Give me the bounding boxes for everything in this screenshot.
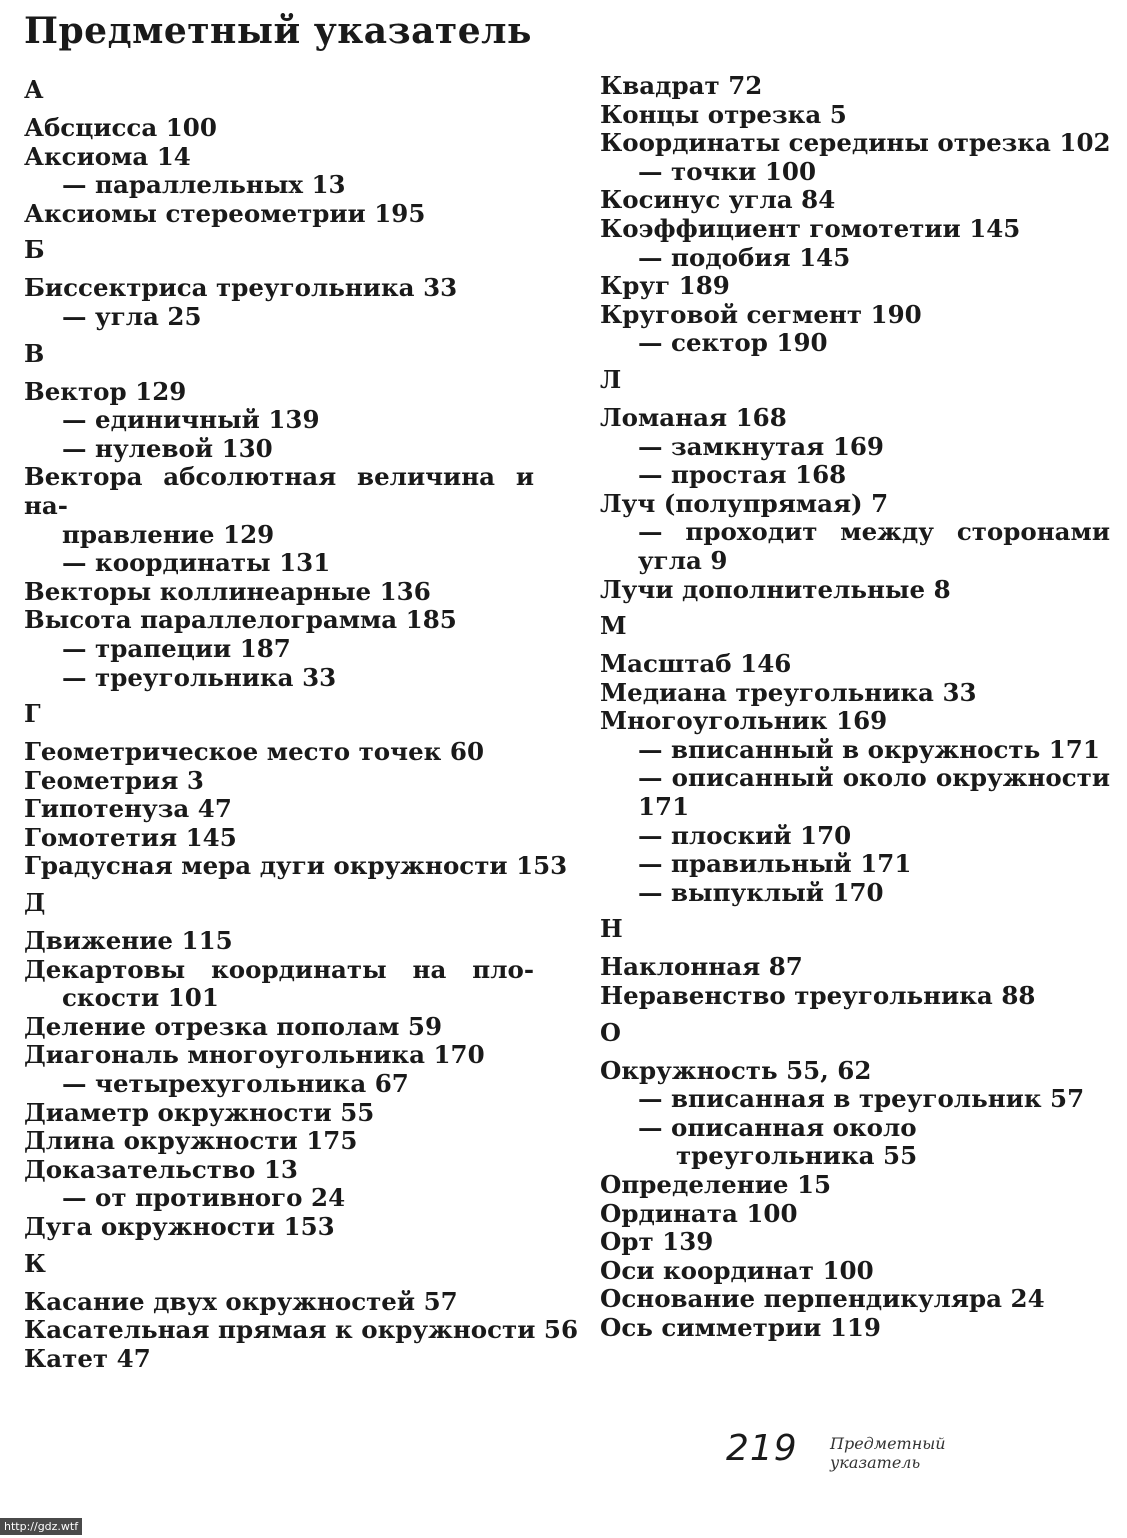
- index-subentry: — вписанная в треугольник 57: [638, 1084, 1085, 1114]
- index-subentry: — вписанный в окружность 171: [638, 734, 1100, 764]
- index-entry: Диаметр окружности 55: [24, 1097, 375, 1127]
- index-column-left: [24, 72, 578, 1373]
- index-subentry: — трапеции 187: [62, 633, 291, 663]
- index-entry: Координаты середины отрезка 102: [600, 128, 1111, 158]
- index-subentry: — точки 100: [638, 156, 817, 186]
- index-entry: Геометрия 3: [24, 765, 204, 795]
- section-letter-k: К: [24, 1248, 46, 1278]
- index-entry: Круговой сегмент 190: [600, 299, 922, 329]
- section-letter-g: Г: [24, 699, 41, 729]
- section-letter-b: Б: [24, 235, 45, 265]
- index-entry: Абсцисса 100: [24, 113, 217, 142]
- index-subentry: — подобия 145: [638, 242, 851, 272]
- index-entry: Касательная прямая к окружности 56: [24, 1315, 578, 1345]
- index-subentry: — правильный 171: [638, 849, 912, 879]
- index-entry-continuation: правление 129: [62, 519, 275, 549]
- index-entry: Длина окружности 175: [24, 1126, 358, 1156]
- index-entry: Градусная мера дуги окружности 153: [24, 851, 568, 881]
- index-entry: Оси координат 100: [600, 1255, 874, 1285]
- index-entry: Лучи дополнительные 8: [600, 574, 951, 604]
- page-number: 219: [726, 1428, 798, 1469]
- index-subentry: — треугольника 33: [62, 662, 337, 692]
- index-entry-continuation: 171: [638, 792, 690, 822]
- index-subentry: — координаты 131: [62, 548, 331, 578]
- index-entry: Медиана треугольника 33: [600, 677, 977, 707]
- index-entry: Гипотенуза 47: [24, 794, 232, 824]
- index-entry: Определение 15: [600, 1170, 832, 1199]
- index-subentry: — четырехугольника 67: [62, 1069, 409, 1099]
- index-entry: Движение 115: [24, 926, 233, 956]
- section-letter-o: О: [600, 1017, 621, 1047]
- index-column-right: [600, 72, 1110, 1343]
- section-letter-n: Н: [600, 914, 623, 944]
- index-entry: Катет 47: [24, 1343, 151, 1373]
- index-subentry: — плоский 170: [638, 820, 852, 850]
- index-entry: Дуга окружности 153: [24, 1212, 335, 1241]
- section-letter-m: М: [600, 611, 627, 641]
- page-title: Предметный указатель: [24, 10, 532, 52]
- section-letter-v: В: [24, 338, 45, 368]
- index-subentry: — сектор 190: [638, 328, 828, 358]
- index-entry: Неравенство треугольника 88: [600, 981, 1036, 1011]
- index-entry: Круг 189: [600, 271, 730, 301]
- index-entry: Коэффициент гомотетии 145: [600, 213, 1021, 243]
- index-subentry: — параллельных 13: [62, 170, 346, 200]
- index-entry: Многоугольник 169: [600, 706, 888, 736]
- index-subentry: — простая 168: [638, 460, 847, 490]
- index-entry: Деление отрезка пополам 59: [24, 1011, 443, 1041]
- section-letter-a: А: [24, 75, 44, 104]
- index-subentry: — описанная около: [638, 1112, 917, 1142]
- index-entry: Луч (полупрямая) 7: [600, 488, 889, 518]
- index-entry: Ломаная 168: [600, 402, 787, 432]
- index-subentry: — выпуклый 170: [638, 877, 884, 907]
- index-entry: Вектор 129: [24, 376, 187, 406]
- index-subentry: — описанный около окружности: [638, 763, 1110, 793]
- index-entry: Окружность 55, 62: [600, 1055, 872, 1085]
- index-entry: Масштаб 146: [600, 649, 792, 679]
- index-entry: Наклонная 87: [600, 952, 803, 982]
- index-entry: Ось симметрии 119: [600, 1312, 881, 1342]
- index-entry: Концы отрезка 5: [600, 99, 847, 129]
- index-entry: Биссектриса треугольника 33: [24, 273, 458, 303]
- index-entry-continuation: скости 101: [62, 983, 219, 1013]
- index-entry: Касание двух окружностей 57: [24, 1286, 458, 1316]
- index-entry: Основание перпендикуляра 24: [600, 1284, 1045, 1314]
- index-entry: Диагональ многоугольника 170: [24, 1040, 485, 1070]
- index-entry: Косинус угла 84: [600, 185, 836, 215]
- index-entry: Геометрическое место точек 60: [24, 737, 484, 767]
- running-footer-line: Предметный: [830, 1434, 946, 1453]
- index-entry: Квадрат 72: [600, 71, 763, 100]
- index-entry: Векторы коллинеарные 136: [24, 576, 431, 606]
- index-subentry: — единичный 139: [62, 405, 320, 435]
- index-entry: Орт 139: [600, 1227, 714, 1257]
- index-entry: Доказательство 13: [24, 1154, 298, 1184]
- index-entry: Декартовы координаты на пло-: [24, 954, 534, 984]
- index-subentry: — проходит между сторонами: [638, 517, 1110, 547]
- index-subentry: — нулевой 130: [62, 433, 273, 463]
- index-entry: Гомотетия 145: [24, 822, 237, 852]
- index-subentry: — угла 25: [62, 301, 202, 331]
- index-subentry: — от противного 24: [62, 1183, 346, 1213]
- index-entry: Вектора абсолютная величина и на-: [24, 462, 534, 520]
- index-subentry: — замкнутая 169: [638, 431, 884, 461]
- source-url: http://gdz.wtf: [0, 1518, 82, 1535]
- index-entry: Ордината 100: [600, 1198, 798, 1228]
- section-letter-l: Л: [600, 364, 622, 394]
- running-footer-line: указатель: [830, 1453, 921, 1472]
- index-entry: Аксиома 14: [24, 141, 191, 171]
- index-entry: Аксиомы стереометрии 195: [24, 198, 426, 228]
- index-entry-continuation: треугольника 55: [676, 1141, 918, 1171]
- section-letter-d: Д: [24, 888, 46, 918]
- running-footer: [830, 1434, 946, 1472]
- index-entry-continuation: угла 9: [638, 545, 728, 575]
- index-entry: Высота параллелограмма 185: [24, 605, 457, 635]
